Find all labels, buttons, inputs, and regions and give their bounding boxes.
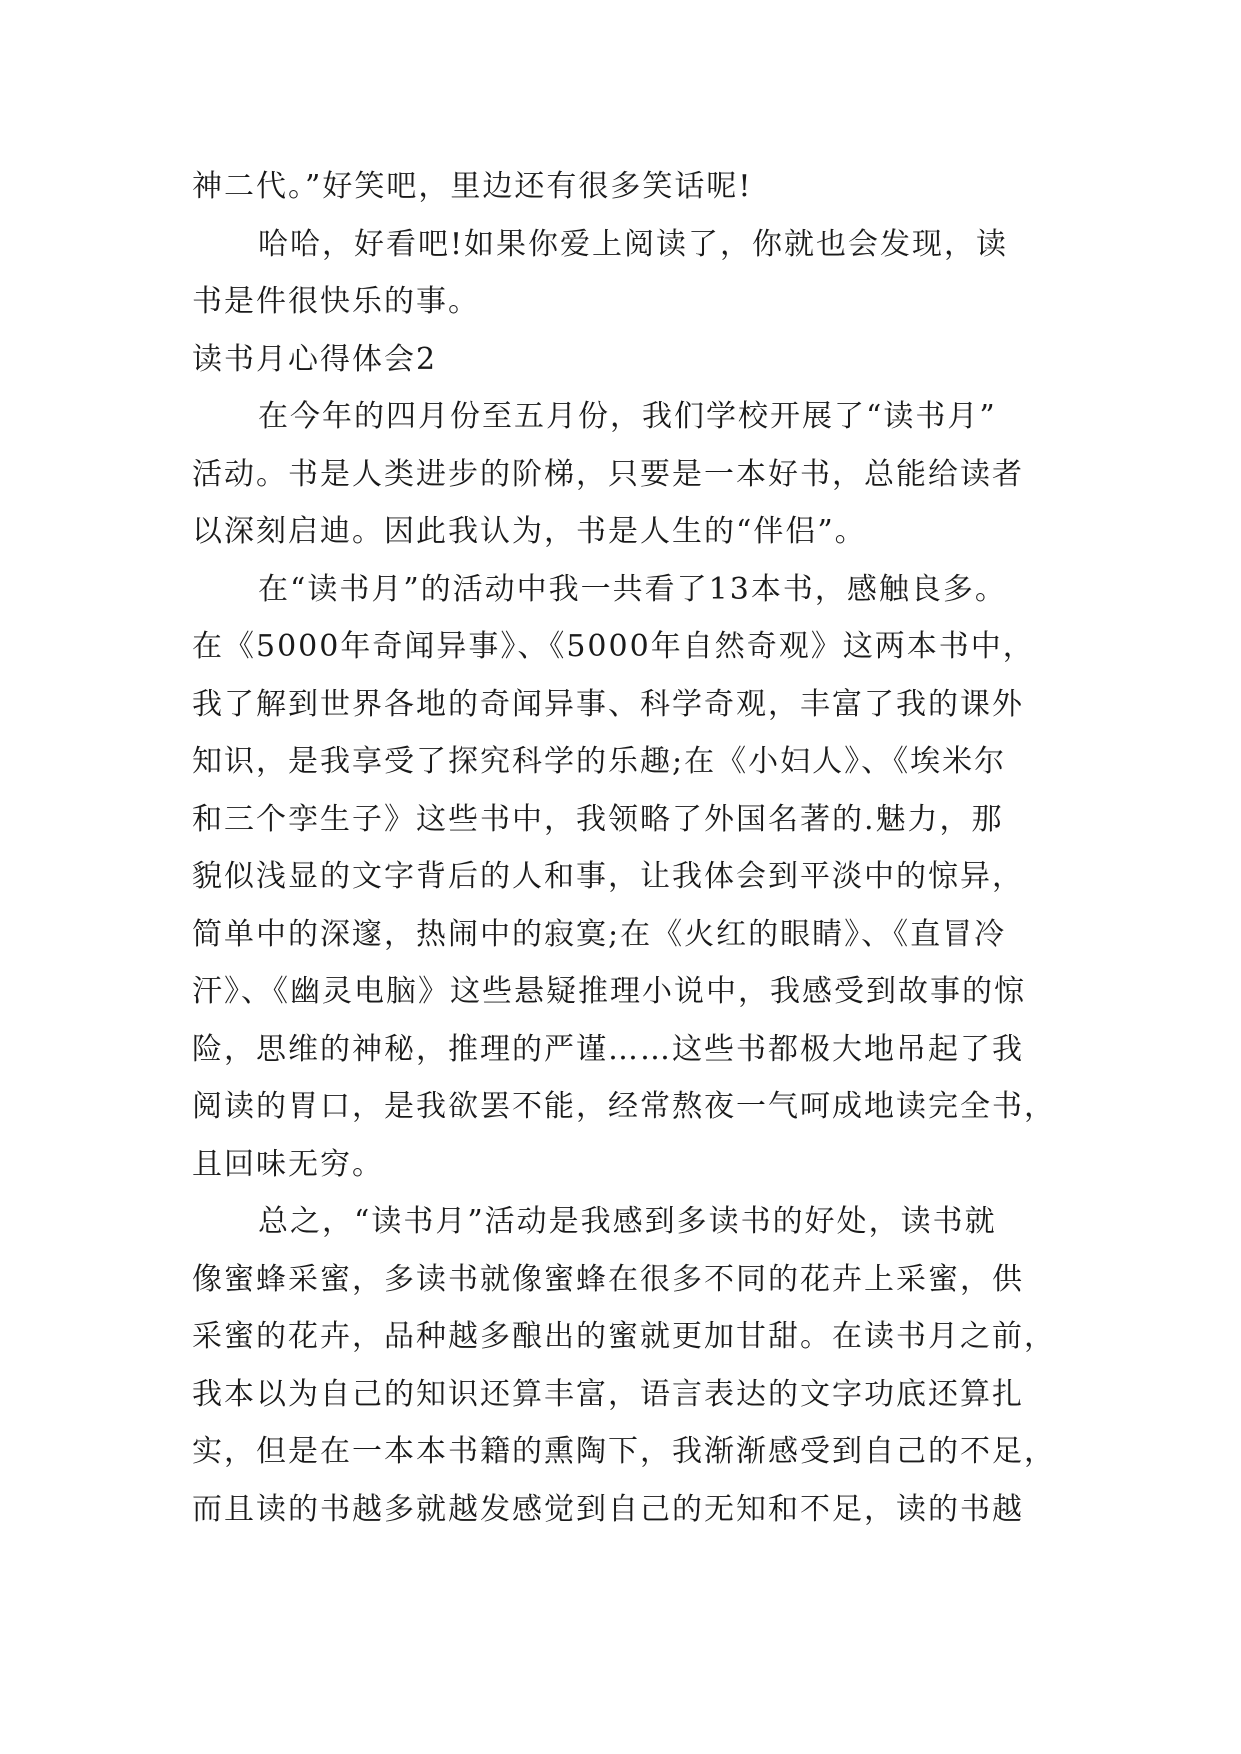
text-line: 我本以为自己的知识还算丰富，语言表达的文字功底还算扎: [192, 1376, 1024, 1412]
text-line: 和三个孪生子》这些书中，我领略了外国名著的.魅力，那: [192, 801, 1004, 837]
text-line: 险，思维的神秘，推理的严谨……这些书都极大地吊起了我: [192, 1031, 1024, 1067]
paragraph-first-line: 哈哈，好看吧!如果你爱上阅读了，你就也会发现，读: [258, 226, 1009, 262]
paragraph-first-line: 在今年的四月份至五月份，我们学校开展了“读书月”: [258, 399, 997, 434]
text-line: 貌似浅显的文字背后的人和事，让我体会到平淡中的惊异，: [192, 859, 1024, 894]
section-heading: 读书月心得体会2: [192, 341, 438, 377]
text-line: 书是件很快乐的事。: [192, 284, 480, 319]
text-line: 神二代。”好笑吧，里边还有很多笑话呢!: [192, 169, 753, 204]
text-line: 知识，是我享受了探究科学的乐趣;在《小妇人》、《埃米尔: [192, 744, 1007, 779]
text-line: 阅读的胃口，是我欲罢不能，经常熬夜一气呵成地读完全书，: [192, 1089, 1056, 1124]
text-line: 采蜜的花卉，品种越多酿出的蜜就更加甘甜。在读书月之前，: [192, 1319, 1056, 1354]
text-line: 实，但是在一本本书籍的熏陶下，我渐渐感受到自己的不足，: [192, 1434, 1056, 1469]
text-line: 而且读的书越多就越发感觉到自己的无知和不足，读的书越: [192, 1491, 1024, 1527]
document-body: [192, 158, 1056, 1538]
text-line: 我了解到世界各地的奇闻异事、科学奇观，丰富了我的课外: [192, 686, 1024, 722]
text-line: 简单中的深邃，热闹中的寂寞;在《火红的眼睛》、《直冒冷: [192, 916, 1007, 952]
text-line: 在《5000年奇闻异事》、《5000年自然奇观》这两本书中，: [192, 629, 1035, 664]
text-line: 且回味无穷。: [192, 1146, 384, 1182]
text-line: 活动。书是人类进步的阶梯，只要是一本好书，总能给读者: [192, 456, 1024, 492]
paragraph-first-line: 总之，“读书月”活动是我感到多读书的好处，读书就: [258, 1204, 997, 1239]
paragraph-first-line: 在“读书月”的活动中我一共看了13本书，感触良多。: [258, 571, 1007, 607]
text-line: 以深刻启迪。因此我认为，书是人生的“伴侣”。: [192, 514, 867, 549]
text-line: 像蜜蜂采蜜，多读书就像蜜蜂在很多不同的花卉上采蜜，供: [192, 1261, 1024, 1297]
text-line: 汗》、《幽灵电脑》这些悬疑推理小说中，我感受到故事的惊: [192, 974, 1026, 1009]
